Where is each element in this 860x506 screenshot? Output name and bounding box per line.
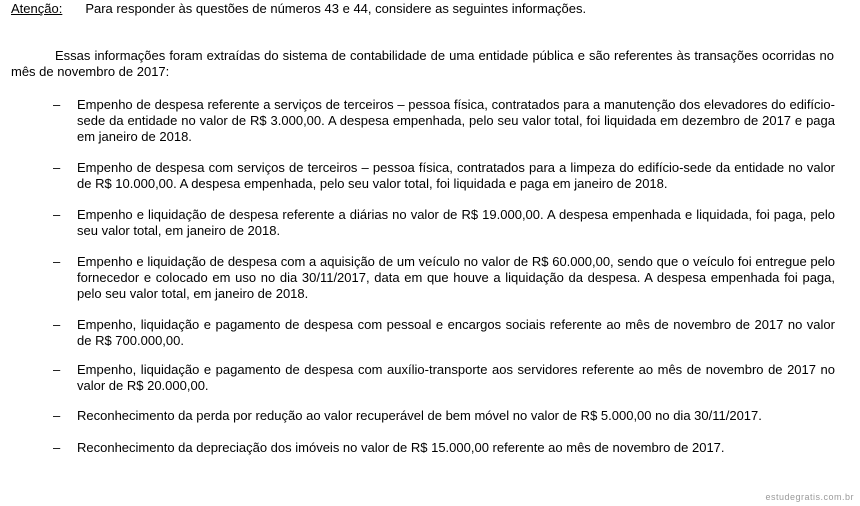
attention-header — [11, 1, 586, 17]
list-item-text: Empenho de despesa referente a serviços de terceiros – pessoa física, contratados para a manutenção dos elevadores do edifício-sede da entidade no valor de R$ 3.000,00. A despesa empenhada, pelo seu valor total, foi liquidada em dezembro de 2017 e paga em janeiro de 2018. — [77, 97, 835, 144]
list-item-text: Empenho e liquidação de despesa com a aquisição de um veículo no valor de R$ 60.000,00, sendo que o veículo foi entregue pelo fornecedor e colocado em uso no dia 30/11/2017, data em que houve a liquidação da despesa. A despesa empenhada foi paga, pelo seu valor total, em janeiro de 2018. — [77, 254, 835, 301]
list-item-text: Reconhecimento da depreciação dos imóveis no valor de R$ 15.000,00 referente ao mês de novembro de 2017. — [77, 440, 725, 455]
bullet-dash: – — [53, 160, 61, 175]
list-item-text: Empenho, liquidação e pagamento de despesa com pessoal e encargos sociais referente ao mês de novembro de 2017 no valor de R$ 700.000,00. — [77, 317, 835, 348]
bullet-dash: – — [53, 440, 61, 455]
watermark-footer: estudegratis.com.br — [765, 492, 854, 502]
list-item-text: Empenho, liquidação e pagamento de despesa com auxílio-transporte aos servidores referente ao mês de novembro de 2017 no valor de R$ 20.000,00. — [77, 362, 835, 393]
attention-text: Para responder às questões de números 43 e 44, considere as seguintes informações. — [85, 1, 587, 16]
list-item-text: Empenho de despesa com serviços de terceiros – pessoa física, contratados para a limpeza do edifício-sede da entidade no valor de R$ 10.000,00. A despesa empenhada, pelo seu valor total, foi liquidada e paga em janeiro de 2018. — [77, 160, 835, 191]
bullet-dash: – — [53, 317, 61, 332]
bullet-dash: – — [53, 207, 61, 222]
list-item-text: Reconhecimento da perda por redução ao valor recuperável de bem móvel no valor de R$ 5.000,00 no dia 30/11/2017. — [77, 408, 762, 423]
bullet-dash: – — [53, 362, 61, 377]
bullet-dash: – — [53, 408, 61, 423]
bullet-dash: – — [53, 97, 61, 112]
bullet-dash: – — [53, 254, 61, 269]
intro-paragraph: Essas informações foram extraídas do sistema de contabilidade de uma entidade pública e são referentes às transações ocorridas no mês de novembro de 2017: — [11, 48, 834, 79]
attention-label: Atenção: — [11, 1, 63, 16]
list-item-text: Empenho e liquidação de despesa referente a diárias no valor de R$ 19.000,00. A despesa empenhada e liquidada, foi paga, pelo seu valor total, em janeiro de 2018. — [77, 207, 835, 238]
